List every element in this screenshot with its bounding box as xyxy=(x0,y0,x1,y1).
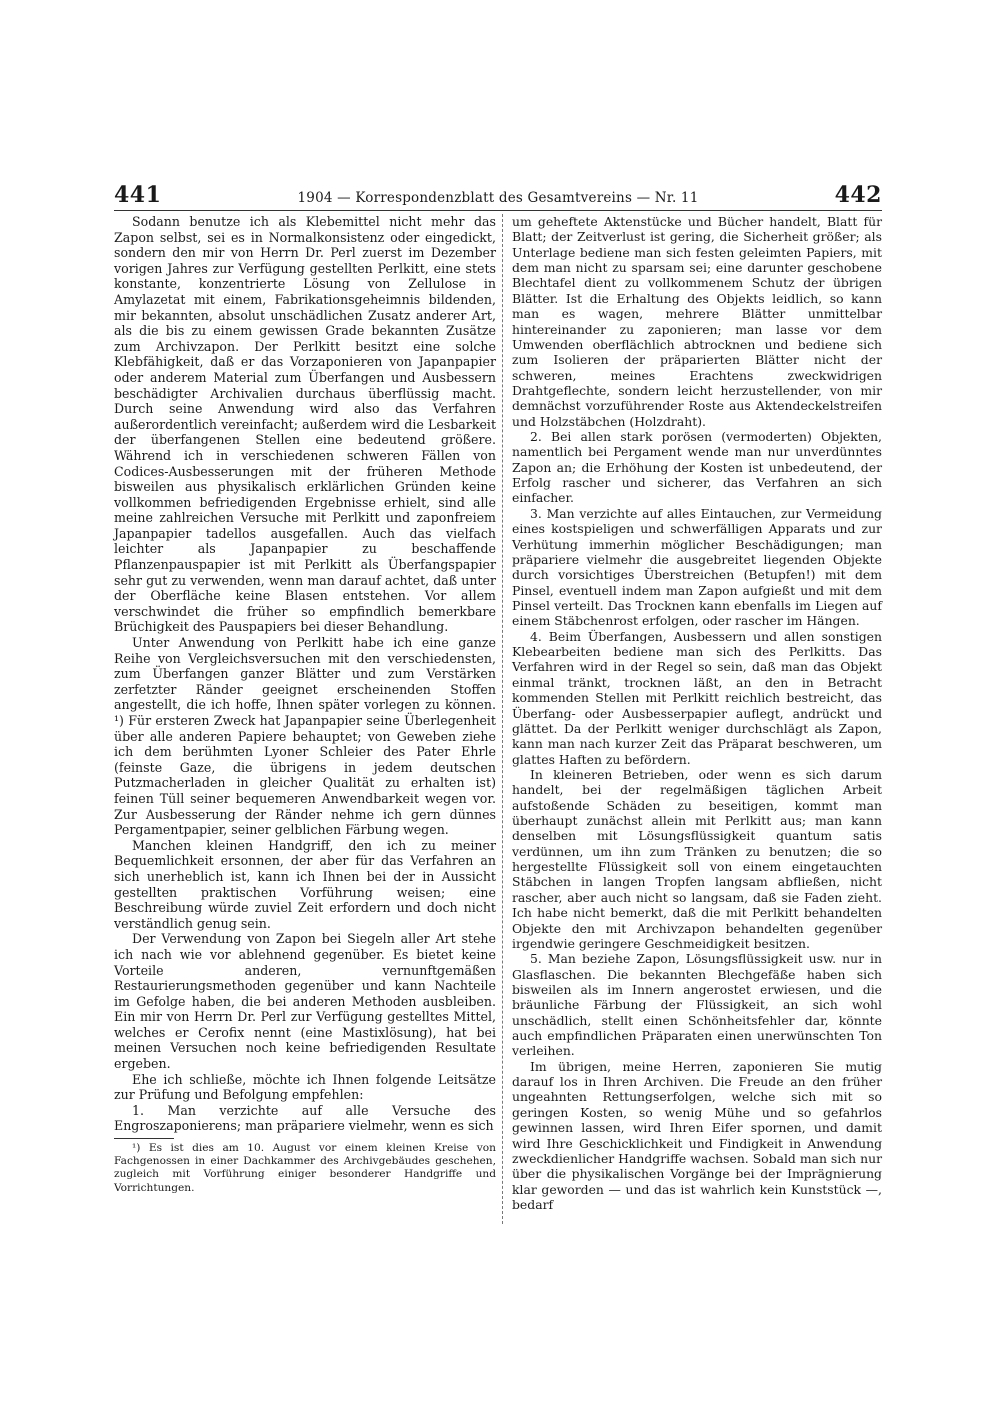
paragraph: Manchen kleinen Handgriff, den ich zu meiner Bequemlichkeit ersonnen, der aber für das Verfahren an sich unerheblich ist, kann ich Ihnen bei der in Aussicht gestellten praktischen Vorführung weisen; eine Beschreibung würde zuviel Zeit erfordern und doch nicht verständlich genug sein. xyxy=(114,837,496,931)
paragraph: Sodann benutze ich als Klebemittel nicht mehr das Zapon selbst, sei es in Normalkonsistenz oder eingedickt, sondern den mir von Herrn Dr. Perl zuerst im Dezember vorigen Jahres zur Verfügung gestellten Perlkitt, eine stets konstante, konzentrierte Lösung von Zellulose in Amylazetat mit einem, Fabrikationsgeheimnis bildenden, mir bekannten, absolut unschädlichen Zusatz anderer Art, als die bis zu einem gewissen Grade bekannten Zusätze zum Archivzapon. Der Perlkitt besitzt eine solche Klebfähigkeit, daß er das Vorzaponieren von Japanpapier oder anderem Material zum Überfangen und Ausbessern beschädigter Archivalien durchaus überflüssig macht. Durch seine Anwendung wird also das Verfahren außerordentlich vereinfacht; außerdem wird die Lesbarkeit der überfangenen Stellen eine bedeutend größere. Während ich in verschiedenen schweren Fällen von Codices-Ausbesserungen mit der früheren Methode bisweilen aus physikalisch erklärlichen Gründen keine vollkommen befriedigenden Ergebnisse erhielt, sind alle meine zahlreichen Versuche mit Perlkitt und zaponfreiem Japanpapier tadellos ausgefallen. Auch das vielfach leichter als Japanpapier zu beschaffende Pflanzenpauspapier ist mit Perlkitt als Überfangspapier sehr gut zu verwenden, wenn man darauf achtet, daß unter der Oberfläche keine Blasen entstehen. Vor allem verschwindet die früher so empfindlich bemerkbare Brüchigkeit des Pauspapiers bei dieser Behandlung. xyxy=(114,214,496,635)
page-header xyxy=(114,182,882,206)
left-column xyxy=(114,214,496,1195)
paragraph: 3. Man verzichte auf alles Eintauchen, zur Vermeidung eines kostspieligen und schwerfälligen Apparats und zur Verhütung immerhin möglicher Beschädigungen; man präpariere vielmehr die ausgebreitet liegenden Objekte durch vorsichtiges Überstreichen (Betupfen!) mit dem Pinsel, eventuell indem man Zapon aufgießt und mit dem Pinsel verteilt. Das Trocknen kann ebenfalls im Liegen auf einem Stäbchenrost erfolgen, oder rascher im Hängen. xyxy=(512,505,882,629)
paragraph: Im übrigen, meine Herren, zaponieren Sie mutig darauf los in Ihren Archiven. Die Freude an den früher ungeahnten Rettungserfolgen, welche sich mit so geringen Kosten, so wenig Mühe und so gefahrlos gewinnen lassen, wird Ihren Eifer spornen, und damit wird Ihre Geschicklichkeit und Findigkeit in Anwendung zweckdienlicher Handgriffe wachsen. Sobald man sich nur über die physikalischen Vorgänge bei der Imprägnierung klar geworden — und das ist wahrlich kein Kunststück —, bedarf xyxy=(512,1058,882,1212)
paragraph: In kleineren Betrieben, oder wenn es sich darum handelt, bei der regelmäßigen täglichen Arbeit aufstoßende Schäden zu beseitigen, kommt man überhaupt zunächst allein mit Perlkitt aus; man kann denselben mit Lösungsflüssigkeit quantum satis verdünnen, um ihn zum Tränken zu benutzen; die so hergestellte Flüssigkeit soll von einem eingetauchten Stäbchen in langen Tropfen langsam abfließen, nicht rascher, aber auch nicht so langsam, daß sie Faden zieht. Ich habe nicht bemerkt, daß die mit Perlkitt behandelten Objekte den mit Archivzapon behandelten gegenüber irgendwie geringere Geschmeidigkeit besitzen. xyxy=(512,766,882,951)
left-page-number: 441 xyxy=(114,182,162,208)
running-title: 1904 — Korrespondenzblatt des Gesamtvereins — Nr. 11 xyxy=(297,190,699,206)
paragraph: 1. Man verzichte auf alle Versuche des Engroszaponierens; man präpariere vielmehr, wenn es sich xyxy=(114,1102,496,1134)
paragraph: Ehe ich schließe, möchte ich Ihnen folgende Leitsätze zur Prüfung und Befolgung empfehlen: xyxy=(114,1071,496,1103)
header-rule xyxy=(114,210,882,211)
paragraph: 2. Bei allen stark porösen (vermoderten) Objekten, namentlich bei Pergament wende man nur unverdünntes Zapon an; die Erhöhung der Kosten ist unbedeutend, der Erfolg rascher und sicherer, das Verfahren an sich einfacher. xyxy=(512,429,882,506)
paragraph: Unter Anwendung von Perlkitt habe ich eine ganze Reihe von Vergleichsversuchen mit den verschiedensten, zum Überfangen ganzer Blätter und zum Verstärken zerfetzter Ränder geeignet erscheinenden Stoffen angestellt, die ich hoffe, Ihnen später vorlegen zu können. ¹) Für ersteren Zweck hat Japanpapier seine Überlegenheit über alle anderen Papiere behauptet; von Geweben ziehe ich dem berühmten Lyoner Schleier des Pater Ehrle (feinste Gaze, die übrigens in jedem deutschen Putzmacherladen in gleicher Qualität zu erhalten ist) feinen Tüll seiner bequemeren Anwendbarkeit wegen vor. Zur Ausbesserung der Ränder nehme ich gern dünnes Pergamentpapier, seiner gelblichen Färbung wegen. xyxy=(114,635,496,838)
paragraph: 4. Beim Überfangen, Ausbessern und allen sonstigen Klebearbeiten bediene man sich des Perlkitts. Das Verfahren wird in der Regel so sein, daß man das Objekt einmal tränkt, trocknen läßt, an den in Betracht kommenden Stellen mit Perlkitt reichlich bestreicht, das Überfang- oder Ausbesserpapier auflegt, andrückt und glättet. Da der Perlkitt weniger durchschlägt als Zapon, kann man nach kurzer Zeit das Präparat beschweren, um glattes Haften zu befördern. xyxy=(512,628,882,767)
right-page-number: 442 xyxy=(834,182,882,208)
paragraph: Der Verwendung von Zapon bei Siegeln aller Art stehe ich nach wie vor ablehnend gegenüber. Es bietet keine Vorteile anderen, vernunftgemäßen Restaurierungsmethoden gegenüber und kann Nachteile im Gefolge haben, die bei anderen Methoden ausbleiben. Ein mir von Herrn Dr. Perl zur Verfügung gestelltes Mittel, welches er Cerofix nennt (eine Mastixlösung), hat bei meinen Versuchen noch keine befriedigenden Resultate ergeben. xyxy=(114,931,496,1072)
right-column xyxy=(512,214,882,1212)
footnote-rule xyxy=(114,1138,174,1139)
paragraph: 5. Man beziehe Zapon, Lösungsflüssigkeit usw. nur in Glasflaschen. Die bekannten Blechgefäße haben sich bisweilen als im Innern angerostet erwiesen, und die bräunliche Färbung der Flüssigkeit, an sich wohl unschädlich, stellt einen Schönheitsfehler dar, könnte auch empfindlichen Präparaten einen unerwünschten Ton verleihen. xyxy=(512,951,882,1059)
column-divider xyxy=(502,214,503,1224)
footnote: ¹) Es ist dies am 10. August vor einem kleinen Kreise von Fachgenossen in einer Dachkammer des Archivgebäudes geschehen, zugleich mit Vorführung einiger besonderer Handgriffe und Vorrichtungen. xyxy=(114,1142,496,1194)
paragraph-continuation: um geheftete Aktenstücke und Bücher handelt, Blatt für Blatt; der Zeitverlust ist gering, die Sicherheit größer; als Unterlage bediene man sich festen geleimten Papiers, mit dem man nicht zu sparsam sei; eine darunter geschobene Blechtafel dient zu vollkommenem Schutz der übrigen Blätter. Ist die Erhaltung des Objekts leidlich, so kann man es wagen, mehrere Blätter unmittelbar hintereinander zu zaponieren; man lasse vor dem Umwenden oberflächlich abtrocknen und bediene sich zum Isolieren der präparierten Blätter nicht der schweren, meines Erachtens zweckwidrigen Drahtgeflechte, sondern leicht herzustellender, von mir demnächst vorzuführender Roste aus Aktendeckelstreifen und Holzstäbchen (Holzdraht). xyxy=(512,214,882,429)
